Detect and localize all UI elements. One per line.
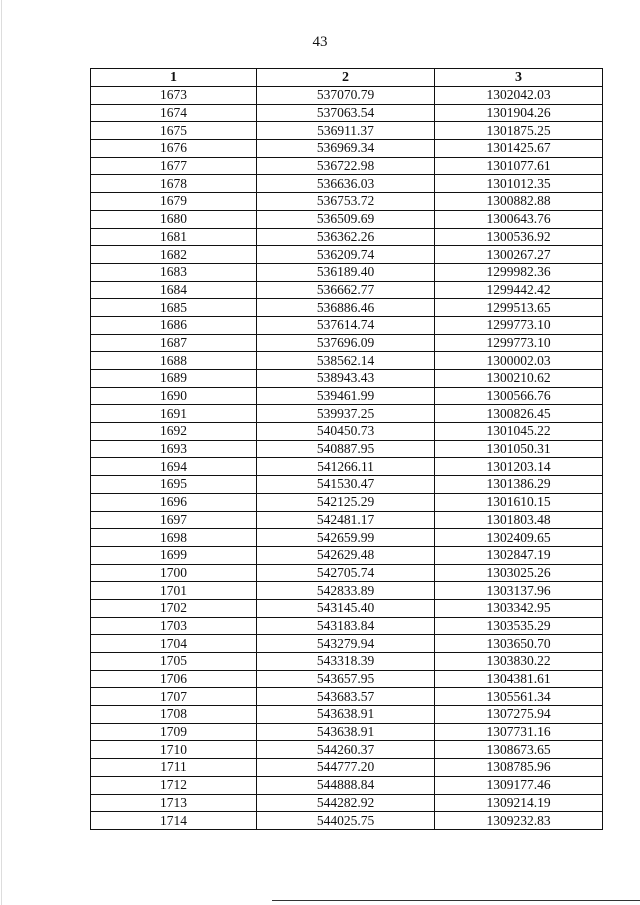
table-row bbox=[91, 617, 603, 635]
y-coordinate-cell: 1303025.26 bbox=[435, 564, 603, 582]
x-coordinate-cell: 541530.47 bbox=[257, 476, 435, 494]
x-coordinate-cell: 542705.74 bbox=[257, 564, 435, 582]
y-coordinate-cell: 1299513.65 bbox=[435, 299, 603, 317]
x-coordinate-cell: 543638.91 bbox=[257, 706, 435, 724]
y-coordinate-cell: 1308785.96 bbox=[435, 759, 603, 777]
x-coordinate-cell: 543683.57 bbox=[257, 688, 435, 706]
point-number-cell: 1708 bbox=[91, 706, 257, 724]
point-number-cell: 1686 bbox=[91, 316, 257, 334]
x-coordinate-cell: 537070.79 bbox=[257, 87, 435, 105]
table-row bbox=[91, 635, 603, 653]
y-coordinate-cell: 1303342.95 bbox=[435, 599, 603, 617]
point-number-cell: 1688 bbox=[91, 352, 257, 370]
column-header-2: 2 bbox=[257, 69, 435, 87]
table-row bbox=[91, 352, 603, 370]
x-coordinate-cell: 537696.09 bbox=[257, 334, 435, 352]
x-coordinate-cell: 544025.75 bbox=[257, 812, 435, 830]
table-row bbox=[91, 688, 603, 706]
y-coordinate-cell: 1305561.34 bbox=[435, 688, 603, 706]
y-coordinate-cell: 1299442.42 bbox=[435, 281, 603, 299]
y-coordinate-cell: 1300643.76 bbox=[435, 210, 603, 228]
x-coordinate-cell: 544260.37 bbox=[257, 741, 435, 759]
point-number-cell: 1706 bbox=[91, 670, 257, 688]
y-coordinate-cell: 1308673.65 bbox=[435, 741, 603, 759]
point-number-cell: 1693 bbox=[91, 440, 257, 458]
x-coordinate-cell: 544282.92 bbox=[257, 794, 435, 812]
point-number-cell: 1710 bbox=[91, 741, 257, 759]
x-coordinate-cell: 543145.40 bbox=[257, 599, 435, 617]
y-coordinate-cell: 1301012.35 bbox=[435, 175, 603, 193]
point-number-cell: 1713 bbox=[91, 794, 257, 812]
x-coordinate-cell: 536886.46 bbox=[257, 299, 435, 317]
table-row bbox=[91, 316, 603, 334]
x-coordinate-cell: 540887.95 bbox=[257, 440, 435, 458]
x-coordinate-cell: 536722.98 bbox=[257, 157, 435, 175]
table-row bbox=[91, 440, 603, 458]
y-coordinate-cell: 1304381.61 bbox=[435, 670, 603, 688]
point-number-cell: 1675 bbox=[91, 122, 257, 140]
y-coordinate-cell: 1299773.10 bbox=[435, 316, 603, 334]
x-coordinate-cell: 536509.69 bbox=[257, 210, 435, 228]
point-number-cell: 1676 bbox=[91, 140, 257, 158]
x-coordinate-cell: 543279.94 bbox=[257, 635, 435, 653]
x-coordinate-cell: 537063.54 bbox=[257, 104, 435, 122]
column-header-3: 3 bbox=[435, 69, 603, 87]
table-row bbox=[91, 759, 603, 777]
table-row bbox=[91, 599, 603, 617]
point-number-cell: 1689 bbox=[91, 370, 257, 388]
x-coordinate-cell: 536362.26 bbox=[257, 228, 435, 246]
y-coordinate-cell: 1302042.03 bbox=[435, 87, 603, 105]
table-row bbox=[91, 670, 603, 688]
x-coordinate-cell: 536911.37 bbox=[257, 122, 435, 140]
x-coordinate-cell: 543638.91 bbox=[257, 723, 435, 741]
y-coordinate-cell: 1299773.10 bbox=[435, 334, 603, 352]
y-coordinate-cell: 1301425.67 bbox=[435, 140, 603, 158]
table-row bbox=[91, 529, 603, 547]
table-row bbox=[91, 653, 603, 671]
x-coordinate-cell: 536753.72 bbox=[257, 193, 435, 211]
point-number-cell: 1697 bbox=[91, 511, 257, 529]
x-coordinate-cell: 542833.89 bbox=[257, 582, 435, 600]
y-coordinate-cell: 1301077.61 bbox=[435, 157, 603, 175]
x-coordinate-cell: 539937.25 bbox=[257, 405, 435, 423]
point-number-cell: 1685 bbox=[91, 299, 257, 317]
x-coordinate-cell: 542629.48 bbox=[257, 546, 435, 564]
y-coordinate-cell: 1303535.29 bbox=[435, 617, 603, 635]
table-row bbox=[91, 87, 603, 105]
table-row bbox=[91, 776, 603, 794]
table-row bbox=[91, 246, 603, 264]
table-row bbox=[91, 193, 603, 211]
point-number-cell: 1704 bbox=[91, 635, 257, 653]
point-number-cell: 1678 bbox=[91, 175, 257, 193]
y-coordinate-cell: 1301045.22 bbox=[435, 423, 603, 441]
table-row bbox=[91, 228, 603, 246]
table-row bbox=[91, 812, 603, 830]
x-coordinate-cell: 536969.34 bbox=[257, 140, 435, 158]
point-number-cell: 1701 bbox=[91, 582, 257, 600]
point-number-cell: 1687 bbox=[91, 334, 257, 352]
point-number-cell: 1712 bbox=[91, 776, 257, 794]
table-row bbox=[91, 723, 603, 741]
table-row bbox=[91, 476, 603, 494]
y-coordinate-cell: 1301904.26 bbox=[435, 104, 603, 122]
table-row bbox=[91, 741, 603, 759]
point-number-cell: 1711 bbox=[91, 759, 257, 777]
x-coordinate-cell: 543318.39 bbox=[257, 653, 435, 671]
y-coordinate-cell: 1309232.83 bbox=[435, 812, 603, 830]
y-coordinate-cell: 1301875.25 bbox=[435, 122, 603, 140]
x-coordinate-cell: 536636.03 bbox=[257, 175, 435, 193]
point-number-cell: 1677 bbox=[91, 157, 257, 175]
table-row bbox=[91, 281, 603, 299]
y-coordinate-cell: 1301386.29 bbox=[435, 476, 603, 494]
page-number: 43 bbox=[312, 34, 328, 50]
table-row bbox=[91, 370, 603, 388]
point-number-cell: 1679 bbox=[91, 193, 257, 211]
table-header-row bbox=[91, 69, 603, 87]
point-number-cell: 1674 bbox=[91, 104, 257, 122]
table-row bbox=[91, 458, 603, 476]
y-coordinate-cell: 1300826.45 bbox=[435, 405, 603, 423]
y-coordinate-cell: 1300566.76 bbox=[435, 387, 603, 405]
x-coordinate-cell: 541266.11 bbox=[257, 458, 435, 476]
y-coordinate-cell: 1300267.27 bbox=[435, 246, 603, 264]
x-coordinate-cell: 536662.77 bbox=[257, 281, 435, 299]
point-number-cell: 1682 bbox=[91, 246, 257, 264]
point-number-cell: 1698 bbox=[91, 529, 257, 547]
table-row bbox=[91, 157, 603, 175]
point-number-cell: 1709 bbox=[91, 723, 257, 741]
y-coordinate-cell: 1300882.88 bbox=[435, 193, 603, 211]
table-row bbox=[91, 423, 603, 441]
table-row bbox=[91, 334, 603, 352]
x-coordinate-cell: 540450.73 bbox=[257, 423, 435, 441]
x-coordinate-cell: 544777.20 bbox=[257, 759, 435, 777]
x-coordinate-cell: 536189.40 bbox=[257, 263, 435, 281]
table-row bbox=[91, 405, 603, 423]
table-row bbox=[91, 210, 603, 228]
table-row bbox=[91, 175, 603, 193]
x-coordinate-cell: 537614.74 bbox=[257, 316, 435, 334]
point-number-cell: 1694 bbox=[91, 458, 257, 476]
point-number-cell: 1700 bbox=[91, 564, 257, 582]
y-coordinate-cell: 1301050.31 bbox=[435, 440, 603, 458]
y-coordinate-cell: 1299982.36 bbox=[435, 263, 603, 281]
table-row bbox=[91, 493, 603, 511]
y-coordinate-cell: 1300210.62 bbox=[435, 370, 603, 388]
x-coordinate-cell: 536209.74 bbox=[257, 246, 435, 264]
point-number-cell: 1683 bbox=[91, 263, 257, 281]
coordinates-table bbox=[90, 68, 603, 830]
x-coordinate-cell: 542481.17 bbox=[257, 511, 435, 529]
y-coordinate-cell: 1307731.16 bbox=[435, 723, 603, 741]
point-number-cell: 1684 bbox=[91, 281, 257, 299]
point-number-cell: 1681 bbox=[91, 228, 257, 246]
table-row bbox=[91, 140, 603, 158]
y-coordinate-cell: 1303650.70 bbox=[435, 635, 603, 653]
y-coordinate-cell: 1300536.92 bbox=[435, 228, 603, 246]
table-row bbox=[91, 104, 603, 122]
y-coordinate-cell: 1309177.46 bbox=[435, 776, 603, 794]
table-row bbox=[91, 582, 603, 600]
y-coordinate-cell: 1302847.19 bbox=[435, 546, 603, 564]
y-coordinate-cell: 1307275.94 bbox=[435, 706, 603, 724]
point-number-cell: 1699 bbox=[91, 546, 257, 564]
y-coordinate-cell: 1300002.03 bbox=[435, 352, 603, 370]
table-row bbox=[91, 546, 603, 564]
point-number-cell: 1702 bbox=[91, 599, 257, 617]
table-row bbox=[91, 564, 603, 582]
table-body bbox=[91, 87, 603, 830]
point-number-cell: 1707 bbox=[91, 688, 257, 706]
y-coordinate-cell: 1309214.19 bbox=[435, 794, 603, 812]
table-row bbox=[91, 706, 603, 724]
y-coordinate-cell: 1303830.22 bbox=[435, 653, 603, 671]
point-number-cell: 1703 bbox=[91, 617, 257, 635]
x-coordinate-cell: 543657.95 bbox=[257, 670, 435, 688]
x-coordinate-cell: 543183.84 bbox=[257, 617, 435, 635]
scan-edge bbox=[1, 0, 2, 905]
x-coordinate-cell: 542659.99 bbox=[257, 529, 435, 547]
bottom-rule bbox=[272, 900, 640, 901]
table-row bbox=[91, 122, 603, 140]
y-coordinate-cell: 1303137.96 bbox=[435, 582, 603, 600]
table-row bbox=[91, 299, 603, 317]
point-number-cell: 1692 bbox=[91, 423, 257, 441]
column-header-1: 1 bbox=[91, 69, 257, 87]
x-coordinate-cell: 539461.99 bbox=[257, 387, 435, 405]
x-coordinate-cell: 538562.14 bbox=[257, 352, 435, 370]
y-coordinate-cell: 1302409.65 bbox=[435, 529, 603, 547]
point-number-cell: 1673 bbox=[91, 87, 257, 105]
point-number-cell: 1680 bbox=[91, 210, 257, 228]
point-number-cell: 1696 bbox=[91, 493, 257, 511]
table-row bbox=[91, 387, 603, 405]
x-coordinate-cell: 542125.29 bbox=[257, 493, 435, 511]
x-coordinate-cell: 538943.43 bbox=[257, 370, 435, 388]
table-row bbox=[91, 263, 603, 281]
point-number-cell: 1690 bbox=[91, 387, 257, 405]
x-coordinate-cell: 544888.84 bbox=[257, 776, 435, 794]
table-row bbox=[91, 794, 603, 812]
table-row bbox=[91, 511, 603, 529]
y-coordinate-cell: 1301803.48 bbox=[435, 511, 603, 529]
point-number-cell: 1705 bbox=[91, 653, 257, 671]
point-number-cell: 1691 bbox=[91, 405, 257, 423]
point-number-cell: 1695 bbox=[91, 476, 257, 494]
y-coordinate-cell: 1301203.14 bbox=[435, 458, 603, 476]
point-number-cell: 1714 bbox=[91, 812, 257, 830]
y-coordinate-cell: 1301610.15 bbox=[435, 493, 603, 511]
